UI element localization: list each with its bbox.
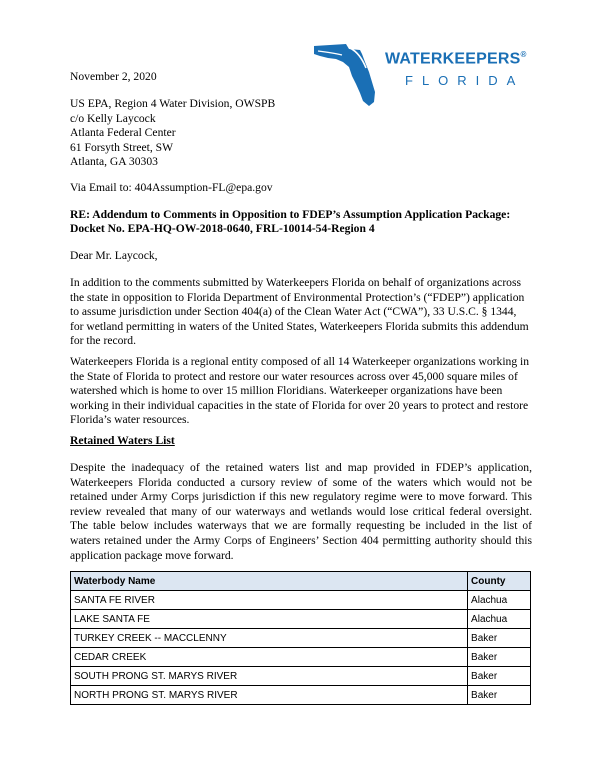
- cell-waterbody: LAKE SANTA FE: [71, 610, 468, 629]
- body-paragraph-1: In addition to the comments submitted by Waterkeepers Florida on behalf of organizations across the state in opposition to Florida Department of Environmental Protection’s (“FDEP”) application to assume jurisdiction under Section 404(a) of the Clean Water Act (“CWA”), 33 U.S.C. § 1344, for wetland permitting in waters of the United States, Waterkeepers Florida submits this addendum for the record.: [70, 276, 529, 348]
- cell-county: Baker: [468, 667, 531, 686]
- retained-waters-table: [70, 571, 531, 705]
- table-row: [71, 591, 531, 610]
- cell-county: Baker: [468, 629, 531, 648]
- logo-region-text: FLORIDA: [405, 73, 525, 88]
- table-row: [71, 648, 531, 667]
- header-waterbody-name: Waterbody Name: [71, 572, 468, 591]
- recipient-line-3: Atlanta Federal Center: [70, 126, 176, 139]
- section-heading-retained-waters: Retained Waters List: [70, 434, 175, 447]
- waterkeepers-florida-logo: [312, 40, 532, 110]
- body-paragraph-3: Despite the inadequacy of the retained waters list and map provided in FDEP’s application, Waterkeepers Florida conducted a cursory review of some of the waters which would not be retained under Army Corps jurisdiction if this new regulatory regime were to move forward. This review revealed that many of our waterways and wetlands would lose critical federal oversight. The table below includes waterways that we are formally requesting be included in the list of waters retained under the Army Corps of Engineers’ Section 404 permitting authority should this application package move forward.: [70, 461, 532, 562]
- table-row: [71, 667, 531, 686]
- cell-county: Alachua: [468, 591, 531, 610]
- table-header-row: [71, 572, 531, 591]
- recipient-line-2: c/o Kelly Laycock: [70, 112, 156, 125]
- letter-date: November 2, 2020: [70, 70, 157, 83]
- table-row: [71, 629, 531, 648]
- table-row: [71, 686, 531, 705]
- cell-waterbody: NORTH PRONG ST. MARYS RIVER: [71, 686, 468, 705]
- logo-brand-text: WATERKEEPERS®: [385, 50, 527, 68]
- recipient-line-5: Atlanta, GA 30303: [70, 155, 158, 168]
- recipient-line-4: 61 Forsyth Street, SW: [70, 141, 174, 154]
- cell-county: Alachua: [468, 610, 531, 629]
- cell-waterbody: SANTA FE RIVER: [71, 591, 468, 610]
- re-line-1: RE: Addendum to Comments in Opposition to FDEP’s Assumption Application Package:: [70, 208, 511, 221]
- cell-waterbody: TURKEY CREEK -- MACCLENNY: [71, 629, 468, 648]
- florida-map-icon: [312, 40, 384, 110]
- cell-waterbody: SOUTH PRONG ST. MARYS RIVER: [71, 667, 468, 686]
- table-row: [71, 610, 531, 629]
- cell-county: Baker: [468, 648, 531, 667]
- header-county: County: [468, 572, 531, 591]
- re-line-2: Docket No. EPA-HQ-OW-2018-0640, FRL-10014-54-Region 4: [70, 222, 375, 235]
- body-paragraph-2: Waterkeepers Florida is a regional entity composed of all 14 Waterkeeper organizations working in the State of Florida to protect and restore our water resources across over 45,000 square miles of watershed which is home to over 15 million Floridians. Waterkeeper organizations have been working in their individual capacities in the state of Florida for over 20 years to protect and restore Florida’s water resources.: [70, 355, 530, 427]
- recipient-line-1: US EPA, Region 4 Water Division, OWSPB: [70, 97, 276, 110]
- cell-county: Baker: [468, 686, 531, 705]
- salutation: Dear Mr. Laycock,: [70, 249, 158, 262]
- via-email-line: Via Email to: 404Assumption-FL@epa.gov: [70, 181, 273, 194]
- cell-waterbody: CEDAR CREEK: [71, 648, 468, 667]
